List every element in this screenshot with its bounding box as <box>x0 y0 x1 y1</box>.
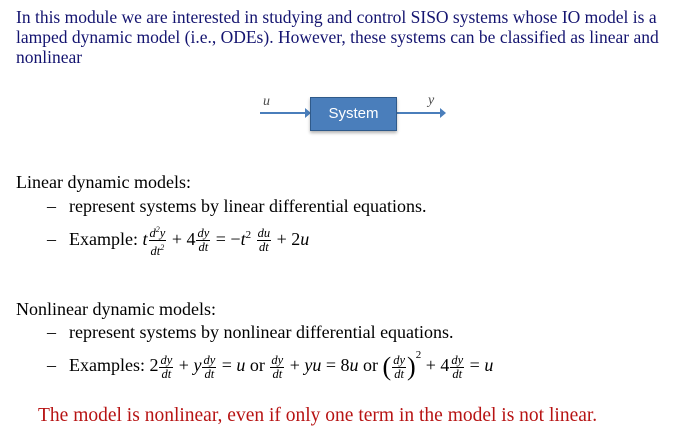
bullet-dash: – <box>47 196 56 216</box>
nonlinear-equation-2: $\frac{dy}{dt}$ + yu = 8u <box>271 352 359 381</box>
linear-heading: Linear dynamic models: <box>16 172 191 192</box>
nonlinear-example-label: Examples: <box>69 355 145 376</box>
intro-paragraph: In this module we are interested in studying and control SISO systems whose IO model is a lamped dynamic model (i.e., ODEs). However, these systems can be classified as linear and nonlinear <box>16 7 659 67</box>
output-arrow-head <box>440 108 446 118</box>
bullet-dash: – <box>47 228 56 249</box>
nonlinear-heading: Nonlinear dynamic models: <box>16 299 216 319</box>
or-word-2: or <box>363 355 379 376</box>
linear-example-label: Example: <box>69 228 138 249</box>
system-block: System <box>310 97 397 131</box>
bullet-dash: – <box>47 355 56 376</box>
nonlinear-bullet-1 <box>47 322 454 343</box>
linear-example <box>47 223 309 258</box>
output-signal-label: y <box>428 93 435 108</box>
linear-bullet-1-text: represent systems by linear differential equations. <box>69 196 427 216</box>
conclusion-statement: The model is nonlinear, even if only one term in the model is not linear. <box>38 405 598 426</box>
nonlinear-equation-1: 2 $\frac{dy}{dt}$ + y $\frac{dy}{dt}$ = u <box>149 352 246 381</box>
nonlinear-equation-3: ( $\frac{dy}{dt}$ )$^2$ + 4 $\frac{dy}{dt}$ = u <box>382 349 494 381</box>
linear-bullet-1 <box>47 196 427 217</box>
bullet-dash: – <box>47 322 56 342</box>
linear-equation: t $\frac{d^2y}{dt^2}$ + 4 $\frac{dy}{dt}$ = $-t^2$ $\frac{du}{dt}$ + 2u <box>142 225 310 259</box>
or-word-1: or <box>249 355 265 376</box>
input-signal-label: u <box>263 94 270 109</box>
nonlinear-examples <box>47 349 494 382</box>
nonlinear-bullet-1-text: represent systems by nonlinear differential equations. <box>69 322 454 342</box>
